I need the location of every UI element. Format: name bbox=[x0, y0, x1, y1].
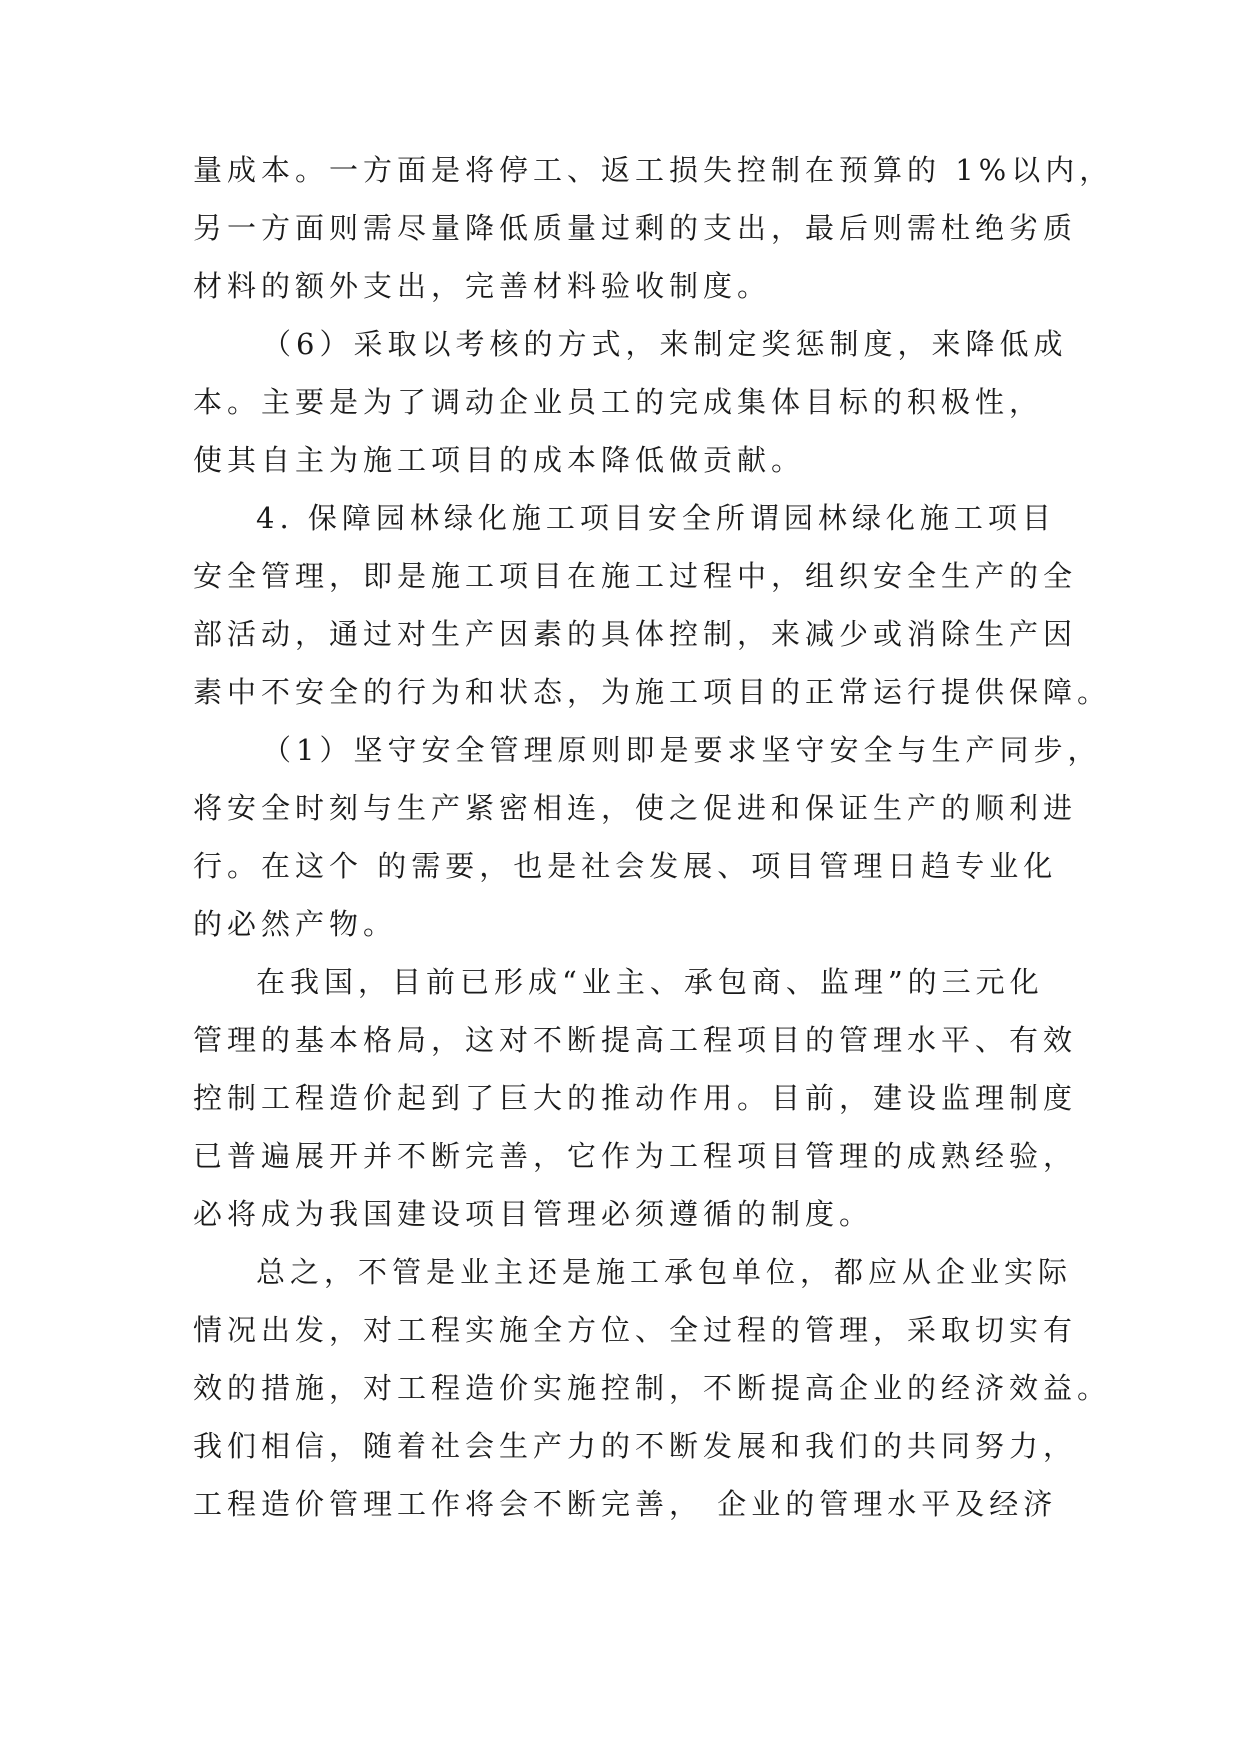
text-line: 本。主要是为了调动企业员工的完成集体目标的积极性， bbox=[193, 385, 1044, 419]
text-line: 部活动，通过对生产因素的具体控制，来减少或消除生产因 bbox=[193, 617, 1078, 651]
text-line: 必将成为我国建设项目管理必须遵循的制度。 bbox=[193, 1197, 874, 1231]
text-line: 工程造价管理工作将会不断完善， 企业的管理水平及经济 bbox=[193, 1487, 1058, 1521]
section-heading-line: 4. 保障园林绿化施工项目安全所谓园林绿化施工项目 bbox=[256, 501, 1056, 535]
text-line: （6）采取以考核的方式，来制定奖惩制度，来降低成 bbox=[262, 327, 1068, 361]
text-line: 在我国，目前已形成“业主、承包商、监理”的三元化 bbox=[256, 965, 1044, 999]
text-line: 情况出发，对工程实施全方位、全过程的管理，采取切实有 bbox=[193, 1313, 1078, 1347]
text-line: 另一方面则需尽量降低质量过剩的支出，最后则需杜绝劣质 bbox=[193, 211, 1078, 245]
text-line: 管理的基本格局，这对不断提高工程项目的管理水平、有效 bbox=[193, 1023, 1078, 1057]
text-line: 已普遍展开并不断完善，它作为工程项目管理的成熟经验， bbox=[193, 1139, 1078, 1173]
text-line: 素中不安全的行为和状态，为施工项目的正常运行提供保障。 bbox=[193, 675, 1112, 709]
text-line: 使其自主为施工项目的成本降低做贡献。 bbox=[193, 443, 806, 477]
text-line: 安全管理，即是施工项目在施工过程中，组织安全生产的全 bbox=[193, 559, 1078, 593]
text-line: 总之，不管是业主还是施工承包单位，都应从企业实际 bbox=[256, 1255, 1073, 1289]
text-line: 我们相信，随着社会生产力的不断发展和我们的共同努力， bbox=[193, 1429, 1078, 1463]
text-line: 的必然产物。 bbox=[193, 907, 398, 941]
text-line: 效的措施，对工程造价实施控制，不断提高企业的经济效益。 bbox=[193, 1371, 1112, 1405]
text-line: 将安全时刻与生产紧密相连，使之促进和保证生产的顺利进 bbox=[193, 791, 1078, 825]
text-line: （1）坚守安全管理原则即是要求坚守安全与生产同步， bbox=[262, 733, 1102, 767]
text-line: 控制工程造价起到了巨大的推动作用。目前，建设监理制度 bbox=[193, 1081, 1078, 1115]
text-line: 量成本。一方面是将停工、返工损失控制在预算的 1%以内， bbox=[193, 153, 1114, 187]
text-line: 材料的额外支出，完善材料验收制度。 bbox=[193, 269, 772, 303]
text-line: 行。在这个 的需要，也是社会发展、项目管理日趋专业化 bbox=[193, 849, 1058, 883]
